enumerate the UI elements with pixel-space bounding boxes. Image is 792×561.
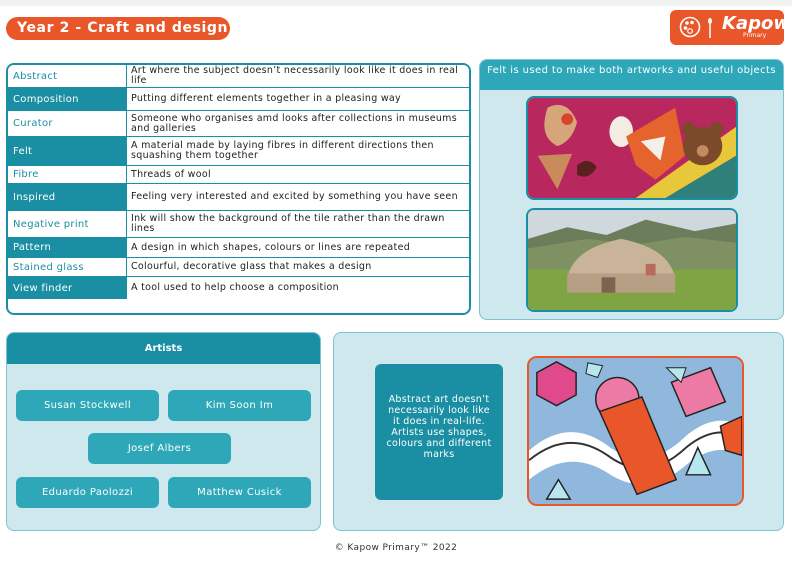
vocab-definition: A tool used to help choose a composition	[127, 277, 469, 299]
vocab-term: Abstract	[8, 65, 127, 87]
vocab-term: Curator	[8, 111, 127, 136]
vocab-row	[8, 238, 469, 258]
brush-icon	[705, 16, 715, 40]
artist-name: Kim Soon Im	[168, 390, 311, 421]
yurt-image	[526, 208, 738, 312]
vocab-row	[8, 184, 469, 211]
vocab-definition: Threads of wool	[127, 166, 469, 183]
vocab-definition: Someone who organises amd looks after collections in museums and galleries	[127, 111, 469, 136]
vocab-definition: A design in which shapes, colours or lines are repeated	[127, 238, 469, 257]
vocab-row	[8, 166, 469, 184]
vocab-definition: Art where the subject doesn’t necessarily look like it does in real life	[127, 65, 469, 87]
vocab-term: Felt	[8, 137, 127, 165]
artists-panel	[6, 332, 321, 531]
vocab-definition: Putting different elements together in a pleasing way	[127, 88, 469, 110]
kapow-logo	[670, 10, 790, 45]
felt-panel	[479, 59, 784, 320]
artist-name: Josef Albers	[88, 433, 231, 464]
palette-icon	[679, 16, 701, 38]
vocab-term: Negative print	[8, 211, 127, 237]
page-title: Year 2 - Craft and design	[6, 17, 230, 40]
vocab-definition: Ink will show the background of the tile rather than the drawn lines	[127, 211, 469, 237]
vocab-term: View finder	[8, 277, 127, 299]
vocab-term: Fibre	[8, 166, 127, 183]
vocab-definition: A material made by laying fibres in different directions then squashing them together	[127, 137, 469, 165]
vocab-row	[8, 277, 469, 299]
vocab-term: Stained glass	[8, 258, 127, 276]
vocab-definition: Colourful, decorative glass that makes a design	[127, 258, 469, 276]
vocab-row	[8, 137, 469, 166]
vocab-definition: Feeling very interested and excited by something you have seen	[127, 184, 469, 210]
felt-heading: Felt is used to make both artworks and useful objects	[480, 60, 783, 90]
vocabulary-table	[6, 63, 471, 315]
vocab-row	[8, 111, 469, 137]
vocab-row	[8, 211, 469, 238]
vocab-row	[8, 65, 469, 88]
artist-name: Susan Stockwell	[16, 390, 159, 421]
artist-name: Matthew Cusick	[168, 477, 311, 508]
abstract-artwork-image	[527, 356, 744, 506]
artist-name: Eduardo Paolozzi	[16, 477, 159, 508]
vocab-term: Composition	[8, 88, 127, 110]
abstract-panel	[333, 332, 784, 531]
artists-heading: Artists	[7, 333, 320, 364]
abstract-description: Abstract art doesn’t necessarily look like it does in real-life. Artists use shapes, colours and different marks	[375, 364, 503, 500]
logo-brand: Kapow	[722, 13, 790, 34]
vocab-term: Inspired	[8, 184, 127, 210]
vocab-term: Pattern	[8, 238, 127, 257]
vocab-row	[8, 88, 469, 111]
felt-crafts-image	[526, 96, 738, 200]
logo-sub: Primary	[743, 32, 767, 39]
top-border	[0, 0, 792, 6]
copyright-footer: © Kapow Primary™ 2022	[334, 543, 458, 553]
vocab-row	[8, 258, 469, 277]
